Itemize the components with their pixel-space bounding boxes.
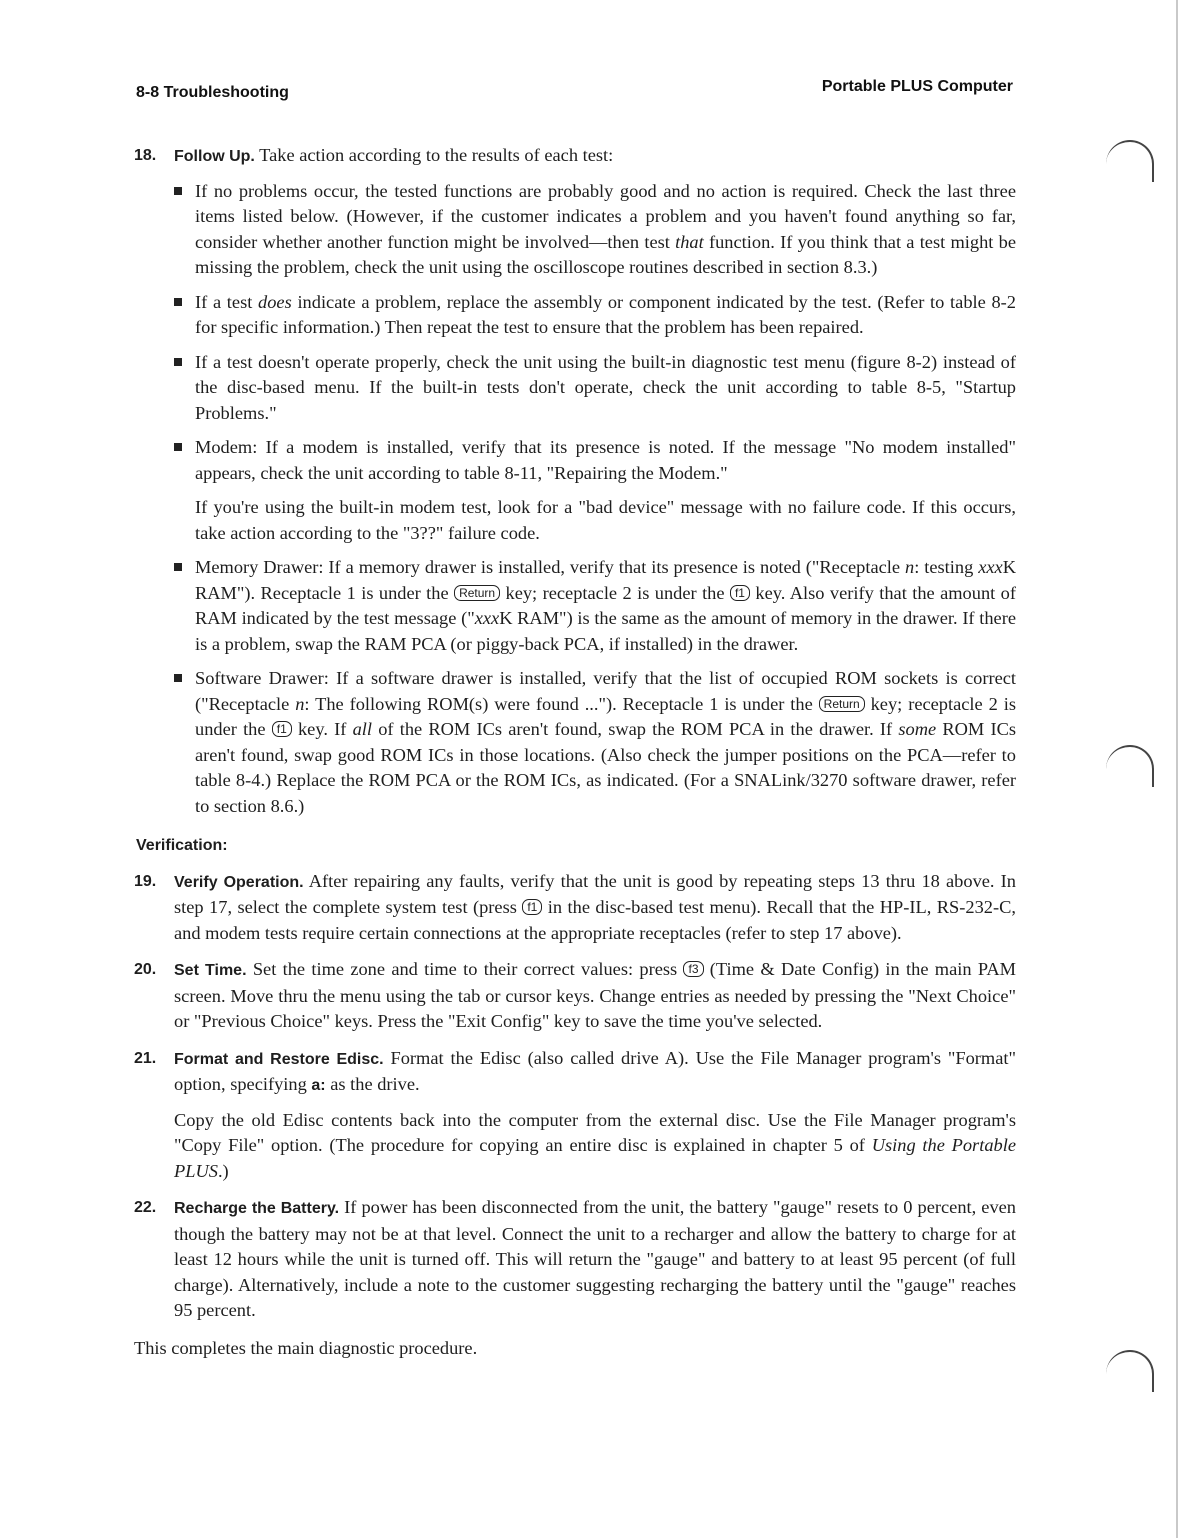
binder-hole-top	[1106, 140, 1154, 182]
list-item-subparagraph: If you're using the built-in modem test, look for a "bad device" message with no failure code. If this occurs, take action according to the "3??" failure code.	[195, 497, 1016, 543]
step-20	[134, 957, 1016, 1035]
binder-hole-middle	[1106, 745, 1154, 787]
binder-hole-bottom	[1106, 1350, 1154, 1392]
f3-key-icon: f3	[683, 961, 703, 977]
f1-key-icon: f1	[522, 899, 542, 915]
closing-sentence: This completes the main diagnostic procedure.	[134, 1337, 478, 1358]
step-paragraph: Verify Operation. After repairing any faults, verify that the unit is good by repeating steps 13 thru 18 above. In step 17, select the complete system test (press f1 in the disc-based test menu). Recall that the HP-IL, RS-232-C, and modem tests require certain connections at the appropriate receptacles (refer to step 17 above).	[174, 870, 1016, 943]
step-number: 20.	[134, 961, 157, 978]
page-body	[134, 143, 1016, 1379]
bullet-square	[174, 443, 182, 451]
bullet-square	[174, 563, 182, 571]
step-paragraph	[174, 143, 1016, 170]
step-number: 18.	[134, 147, 157, 164]
bullet-square	[174, 674, 182, 682]
step-title: Format and Restore Edisc.	[174, 1050, 384, 1068]
step-18	[134, 143, 1016, 819]
list-item: Software Drawer: If a software drawer is installed, verify that the list of occupied ROM sockets is correct ("Receptacle n: The following ROM(s) were found ..."). Receptacle 1 is under the Return key; receptacle 2 is under the f1 key. If all of the ROM ICs aren't found, swap the ROM PCA in the drawer. If some ROM ICs aren't found, swap good ROM ICs in those locations. (Also check the jumper positions on the PCA—refer to table 8-4.) Replace the ROM PCA or the ROM ICs, as indicated. (For a SNALink/3270 software drawer, refer to section 8.6.)	[174, 666, 1016, 819]
step-number: 21.	[134, 1049, 157, 1067]
step-number: 19.	[134, 872, 157, 890]
step-paragraph: Set Time. Set the time zone and time to their correct values: press f3 (Time & Date Config) in the main PAM screen. Move thru the menu using the tab or cursor keys. Change entries as needed by pressing the "Next Choice" or "Previous Choice" keys. Press the "Exit Config" key to save the time you've selected.	[174, 959, 1016, 1031]
step-number: 22.	[134, 1199, 157, 1216]
list-item: If no problems occur, the tested functions are probably good and no action is required. Check the last three items listed below. (However, if the customer indicates a problem and you haven't found anything so far, consider whether another function might be involved—then test that function. If you think that a test might be missing the problem, check the unit using the oscilloscope routines described in section 8.3.)	[174, 179, 1016, 281]
f1-key-icon: f1	[730, 585, 750, 601]
step-text: Take action according to the results of each test:	[254, 145, 614, 165]
step-title: Recharge the Battery.	[174, 1200, 340, 1217]
step-paragraph-continued: Copy the old Edisc contents back into the computer from the external disc. Use the File Manager program's "Copy File" option. (The procedure for copying an entire disc is explained in chapter 5 of Using the Portable PLUS.)	[174, 1109, 1016, 1181]
step-title: Set Time.	[174, 962, 247, 979]
bullet-square	[174, 187, 182, 195]
step-paragraph: Recharge the Battery. If power has been disconnected from the unit, the battery "gauge" resets to 0 percent, even though the battery may not be at that level. Connect the unit to a recharger and allow the battery to charge for at least 12 hours while the unit is turned off. This will return the "gauge" and battery to at least 95 percent (of full charge). Alternatively, include a note to the customer suggesting recharging the battery until the "gauge" reaches 95 percent.	[174, 1197, 1016, 1320]
return-key-icon: Return	[454, 585, 500, 601]
bullet-square	[174, 358, 182, 366]
page-edge	[1176, 0, 1178, 1538]
list-item: Modem: If a modem is installed, verify that its presence is noted. If the message "No modem installed" appears, check the unit according to table 8-11, "Repairing the Modem." If you're using the built-in modem test, look for a "bad device" message with no failure code. If this occurs, take action according to the "3??" failure code.	[174, 435, 1016, 546]
list-item: If a test does indicate a problem, replace the assembly or component indicated by the test. (Refer to table 8-2 for specific information.) Then repeat the test to ensure that the problem has been repaired.	[174, 290, 1016, 341]
f1-key-icon: f1	[272, 721, 292, 737]
step-19	[134, 869, 1016, 947]
running-header-section: 8-8 Troubleshooting	[136, 84, 289, 101]
section-heading-verification: Verification:	[136, 837, 228, 854]
list-item: Memory Drawer: If a memory drawer is installed, verify that its presence is noted ("Receptacle n: testing xxxK RAM"). Receptacle 1 is under the Return key; receptacle 2 is under the f1 key. Also verify that the amount of RAM indicated by the test message ("xxxK RAM") is the same as the amount of memory in the drawer. If there is a problem, swap the RAM PCA (or piggy-back PCA, if installed) in the drawer.	[174, 555, 1016, 657]
step-paragraph: Format and Restore Edisc. Format the Edisc (also called drive A). Use the File Manager program's "Format" option, specifying a: as the drive.	[174, 1047, 1017, 1094]
step-21	[134, 1046, 1016, 1185]
step-title: Follow Up.	[174, 148, 255, 165]
bullet-square	[174, 298, 182, 306]
list-item: If a test doesn't operate properly, check the unit using the built-in diagnostic test menu (figure 8-2) instead of the disc-based menu. If the built-in tests don't operate, check the unit according to table 8-5, "Startup Problems."	[174, 350, 1016, 427]
step-title: Verify Operation.	[174, 873, 304, 891]
bullet-list	[174, 179, 1016, 820]
running-header-book: Portable PLUS Computer	[821, 78, 1013, 95]
return-key-icon: Return	[819, 696, 865, 712]
step-22	[134, 1195, 1016, 1324]
